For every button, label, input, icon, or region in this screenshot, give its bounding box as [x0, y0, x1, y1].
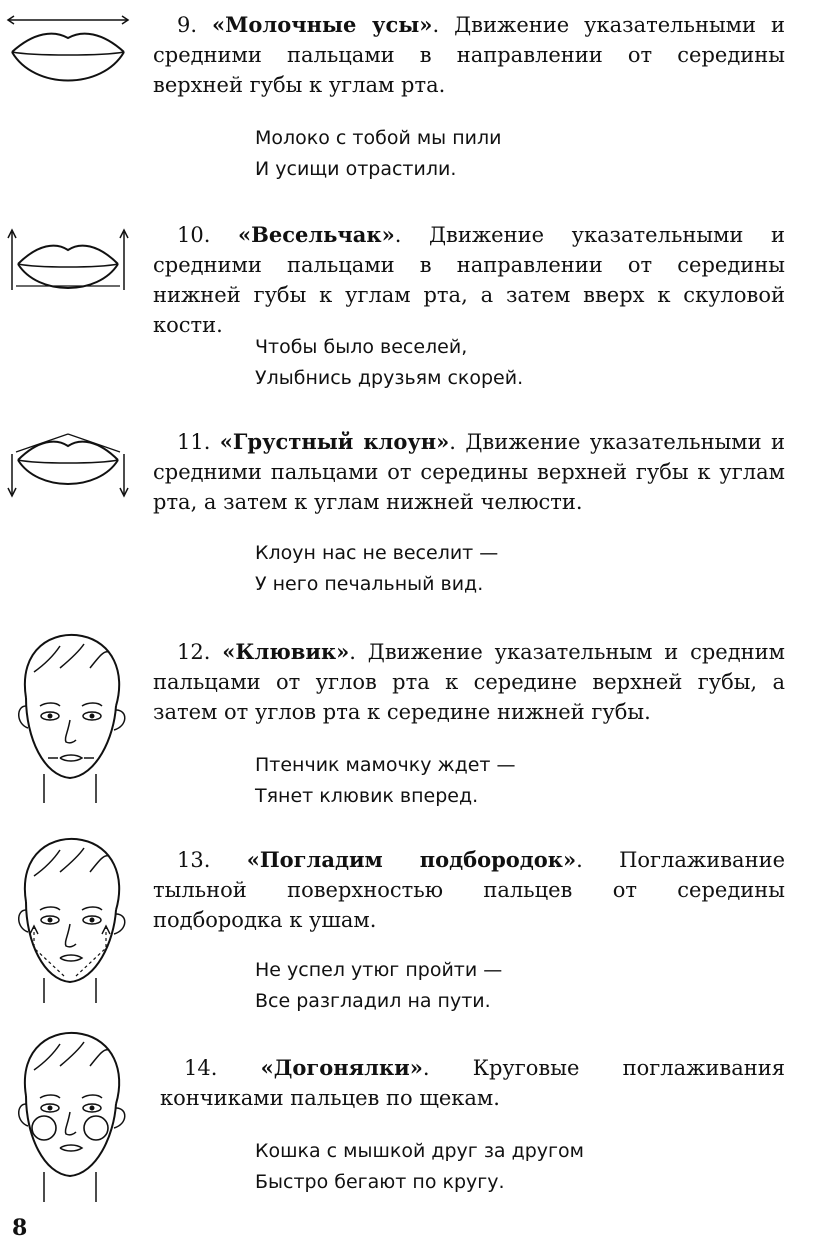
exercise-title: «Догонялки»: [260, 1055, 423, 1080]
page-number: 8: [12, 1215, 28, 1241]
exercise-description: 11. «Грустный клоун». Движение указательными и средними пальцами от середины верхней губы к углам рта, а затем к углам нижней челюсти.: [153, 429, 785, 514]
lips-arrows-upper-icon: [4, 12, 132, 102]
face-chin-icon: [4, 828, 134, 1003]
exercise-title: «Весельчак»: [237, 222, 395, 247]
exercise-title: «Погладим подбородок»: [246, 847, 577, 872]
exercise-description: 14. «Догонялки». Круговые поглаживания кончиками пальцев по щекам.: [160, 1055, 785, 1110]
face-cheeks-icon: [4, 1022, 134, 1202]
exercise-title: «Молочные усы»: [212, 12, 433, 37]
exercise-description: 9. «Молочные усы». Движение указательными и средними пальцами в направлении от середины верхней губы к углам рта.: [153, 12, 785, 97]
exercise-poem: Молоко с тобой мы пили И усищи отрастили.: [255, 127, 502, 180]
exercise-poem: Не успел утюг пройти — Все разгладил на пути.: [255, 959, 503, 1012]
exercise-description: 10. «Весельчак». Движение указательными и средними пальцами в направлении от середины нижней губы к углам рта, а затем вверх к скуловой кости.: [153, 222, 785, 337]
lips-arrows-down-icon: [4, 422, 132, 500]
exercise-poem: Птенчик мамочку ждет — Тянет клювик вперед.: [255, 754, 516, 807]
exercise-poem: Кошка с мышкой друг за другом Быстро бегают по кругу.: [255, 1140, 584, 1193]
exercise-poem: Чтобы было веселей, Улыбнись друзьям скорей.: [255, 336, 524, 389]
exercise-title: «Грустный клоун»: [219, 429, 450, 454]
face-beak-icon: [4, 628, 134, 803]
exercise-title: «Клювик»: [222, 639, 350, 664]
exercise-description: 13. «Погладим подбородок». Поглаживание тыльной поверхностью пальцев от середины подбородка к ушам.: [153, 847, 785, 932]
exercise-description: 12. «Клювик». Движение указательным и средним пальцами от углов рта к середине верхней губы, а затем от углов рта к середине нижней губы.: [153, 639, 785, 724]
exercise-poem: Клоун нас не веселит — У него печальный вид.: [255, 542, 499, 595]
lips-arrows-up-icon: [4, 222, 132, 302]
